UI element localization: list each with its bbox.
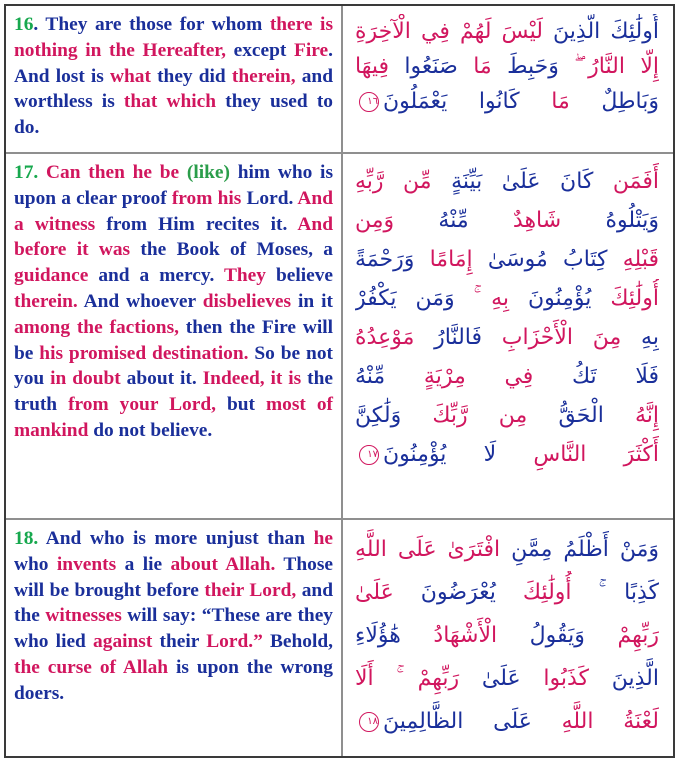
arabic-line — [355, 318, 659, 357]
verse-text-segment: . And lost is — [14, 39, 333, 87]
verse-text-segment: the truth — [14, 368, 333, 416]
arabic-text-segment: افْتَرَىٰ — [436, 537, 501, 562]
verse-text-segment: in doubt — [50, 368, 121, 390]
verse-end-mark: ١٦ — [359, 92, 379, 112]
arabic-line — [355, 700, 659, 743]
verse-text-segment: that which — [123, 91, 217, 113]
arabic-text-segment: مِّن رَّبِّهِ — [355, 169, 432, 194]
verse-text-segment: Can then he be — [38, 162, 187, 183]
verse-text-segment: And a witness — [14, 187, 333, 235]
verse-text-segment: his promised destination. — [39, 342, 249, 364]
arabic-line — [355, 357, 659, 396]
arabic-text-segment: أُولَٰئِكَ — [591, 286, 659, 311]
verse-text-segment: who — [14, 553, 57, 575]
verse-text-segment: he — [313, 528, 333, 549]
arabic-text-segment: مِّنْهُ — [394, 208, 469, 233]
arabic-text-segment: إِمَامًا — [414, 247, 473, 272]
verse-text-segment: invents — [56, 553, 117, 575]
arabic-text-segment: مَا — [457, 54, 492, 79]
verse-text-segment: and worthless is — [14, 65, 333, 113]
verse-text-segment: and a mercy. — [88, 265, 224, 287]
verse-text-segment: Indeed, it is — [202, 368, 302, 390]
verse-text-segment: Fire — [294, 39, 329, 61]
verse-text-segment: Lord.” — [206, 631, 263, 653]
verse-18-english — [6, 520, 341, 756]
verse-text-segment: except — [225, 39, 295, 61]
verse-text-segment: but — [215, 394, 266, 416]
arabic-text-segment: ۖ وَحَبِطَ — [491, 54, 575, 79]
arabic-text-segment: الْحَقُّ — [527, 403, 604, 428]
verse-text-segment: they did — [150, 65, 232, 87]
arabic-text-segment: فِي مِرْيَةٍ — [385, 364, 534, 389]
arabic-text-segment: لَيْسَ لَهُمْ فِي الْآخِرَةِ — [355, 19, 543, 44]
arabic-text-segment: بِهِ — [473, 286, 510, 311]
arabic-text-segment: فَلَا تَكُ — [533, 364, 659, 389]
verse-text-segment: the curse of Allah — [14, 656, 169, 678]
arabic-line — [355, 528, 659, 571]
verse-text-segment: in it — [291, 290, 333, 312]
verse-16-arabic — [343, 6, 673, 152]
verse-end-mark: ١٧ — [359, 445, 379, 465]
arabic-text-segment: فَالنَّارُ — [414, 325, 483, 350]
arabic-text-segment: عَلَىٰ — [355, 580, 394, 605]
verse-text-segment: will say: “These are they who lied — [14, 605, 333, 653]
verse-text-segment: they used to do. — [14, 91, 333, 139]
verse-text-segment: their — [152, 631, 207, 653]
arabic-text-segment: أُولَٰئِكَ الَّذِينَ — [542, 19, 659, 44]
verse-text-segment: 16 — [14, 14, 34, 35]
verse-text-segment: therein. — [14, 290, 78, 312]
arabic-line — [355, 571, 659, 614]
verse-text-segment: and the — [14, 579, 333, 627]
verse-text-segment: Behold, — [262, 631, 334, 653]
arabic-text-segment: كَانُوا يَعْمَلُونَ — [383, 89, 520, 114]
arabic-line — [355, 84, 659, 119]
arabic-text-segment: عَلَى اللَّهِ — [355, 537, 437, 562]
arabic-text-segment: كَذِبًا — [598, 580, 659, 605]
verse-text-segment: 18. — [14, 528, 39, 549]
arabic-text-segment: ۚ وَمَن يَكْفُرْ — [355, 286, 474, 311]
arabic-text-segment: لَا يُؤْمِنُونَ — [383, 442, 497, 467]
verse-18-arabic — [343, 520, 673, 756]
verse-text-segment: what — [110, 65, 151, 87]
verse-text-segment: then the Fire will be — [14, 316, 333, 364]
verse-text-segment: believe — [265, 265, 334, 287]
verse-text-segment: Lord. — [241, 187, 298, 209]
arabic-text-segment: أَفَمَن — [593, 169, 659, 194]
arabic-text-segment: مِنَ الْأَحْزَابِ — [482, 325, 622, 350]
arabic-text-segment: وَمِن — [355, 208, 395, 233]
arabic-text-segment: مِّنْهُ — [355, 364, 386, 389]
verse-17-english — [6, 154, 341, 518]
arabic-text-segment: رَبِّهِمْ — [584, 623, 659, 648]
verse-text-segment: guidance — [14, 265, 89, 287]
verse-text-segment: 17. — [14, 162, 39, 183]
arabic-text-segment: يُعْرَضُونَ — [393, 580, 496, 605]
verse-16-english — [6, 6, 341, 152]
arabic-text-segment: إِنَّهُ — [603, 403, 659, 428]
arabic-text-segment: وَيَقُولُ — [497, 623, 585, 648]
arabic-line — [355, 657, 659, 700]
verse-text-segment: And whoever — [77, 290, 203, 312]
arabic-line — [355, 435, 659, 474]
arabic-text-segment: رَبِّهِمْ ۚ أَلَا — [355, 666, 460, 691]
arabic-text-segment: وَرَحْمَةً — [355, 247, 415, 272]
arabic-line — [355, 396, 659, 435]
arabic-text-segment: فِيهَا — [355, 54, 389, 79]
arabic-text-segment: لَعْنَةُ اللَّهِ — [531, 709, 659, 734]
verse-text-segment: him who is upon a clear proof — [14, 162, 333, 209]
verse-text-segment: So be not you — [14, 342, 333, 390]
verse-text-segment: from your Lord, — [68, 394, 216, 416]
verse-text-segment: from his — [171, 187, 242, 209]
arabic-text-segment: وَمَنْ أَظْلَمُ مِمَّنِ — [500, 537, 659, 562]
verse-text-segment: about Allah. — [170, 553, 276, 575]
arabic-text-segment: عَلَى الظَّالِمِينَ — [383, 709, 532, 734]
arabic-text-segment: قَبْلِهِ — [607, 247, 659, 272]
arabic-text-segment: إِلَّا النَّارُ — [574, 54, 659, 79]
arabic-text-segment: وَيَتْلُوهُ — [561, 208, 659, 233]
arabic-text-segment: صَنَعُوا — [389, 54, 458, 79]
arabic-line — [355, 14, 659, 49]
arabic-text-segment: وَلَٰكِنَّ — [355, 403, 402, 428]
arabic-text-segment: كَانَ عَلَىٰ بَيِّنَةٍ — [431, 169, 594, 194]
arabic-line — [355, 279, 659, 318]
arabic-text-segment: مَوْعِدُهُ — [355, 325, 415, 350]
arabic-text-segment: عَلَىٰ — [459, 666, 521, 691]
verse-text-segment: most of mankind — [14, 394, 333, 441]
arabic-text-segment: هَٰؤُلَاءِ — [355, 623, 401, 648]
verse-text-segment: And who is more unjust than — [38, 528, 314, 549]
arabic-text-segment: ۚ أُولَٰئِكَ — [495, 580, 599, 605]
arabic-text-segment: الْأَشْهَادُ — [400, 623, 498, 648]
verse-text-segment: about it. — [120, 368, 203, 390]
arabic-text-segment: شَاهِدٌ — [468, 208, 562, 233]
verse-text-segment: is upon the wrong doers. — [14, 656, 333, 704]
arabic-text-segment: كَذَبُوا — [520, 666, 590, 691]
arabic-text-segment: بِهِ — [621, 325, 659, 350]
verse-text-segment: their Lord, — [204, 579, 297, 601]
arabic-line — [355, 240, 659, 279]
verse-text-segment: there is nothing in the Hereafter, — [14, 14, 333, 61]
verse-text-segment: witnesses — [45, 605, 122, 627]
verse-text-segment: And before it was — [14, 213, 333, 261]
verse-text-segment: therein, — [231, 65, 296, 87]
verse-text-segment: (like) — [186, 162, 230, 183]
arabic-text-segment: الَّذِينَ — [589, 666, 659, 691]
verse-text-segment: a lie — [116, 553, 171, 575]
verse-text-segment: do not believe. — [88, 419, 213, 441]
arabic-line — [355, 614, 659, 657]
arabic-text-segment: وَبَاطِلٌ — [569, 89, 659, 114]
arabic-text-segment: أَكْثَرَ النَّاسِ — [496, 442, 659, 467]
arabic-text-segment: مَا — [519, 89, 570, 114]
verses-table — [4, 4, 675, 758]
verse-text-segment: disbelieves — [202, 290, 292, 312]
arabic-text-segment: يُؤْمِنُونَ — [509, 286, 592, 311]
verse-text-segment: against — [93, 631, 153, 653]
arabic-text-segment: مِن رَّبِّكَ — [401, 403, 528, 428]
arabic-text-segment: كِتَابُ مُوسَىٰ — [472, 247, 608, 272]
arabic-line — [355, 49, 659, 84]
verse-text-segment: . They are those for whom — [33, 14, 270, 35]
verse-text-segment: They — [223, 265, 266, 287]
arabic-line — [355, 162, 659, 201]
verse-end-mark: ١٨ — [359, 712, 379, 732]
verse-text-segment: from Him recites it. — [95, 213, 298, 235]
verse-text-segment: the Book of Moses, a — [130, 239, 333, 261]
verse-17-arabic — [343, 154, 673, 518]
verse-text-segment: Those will be brought before — [14, 553, 333, 601]
arabic-line — [355, 201, 659, 240]
verse-text-segment: among the factions, — [14, 316, 179, 338]
